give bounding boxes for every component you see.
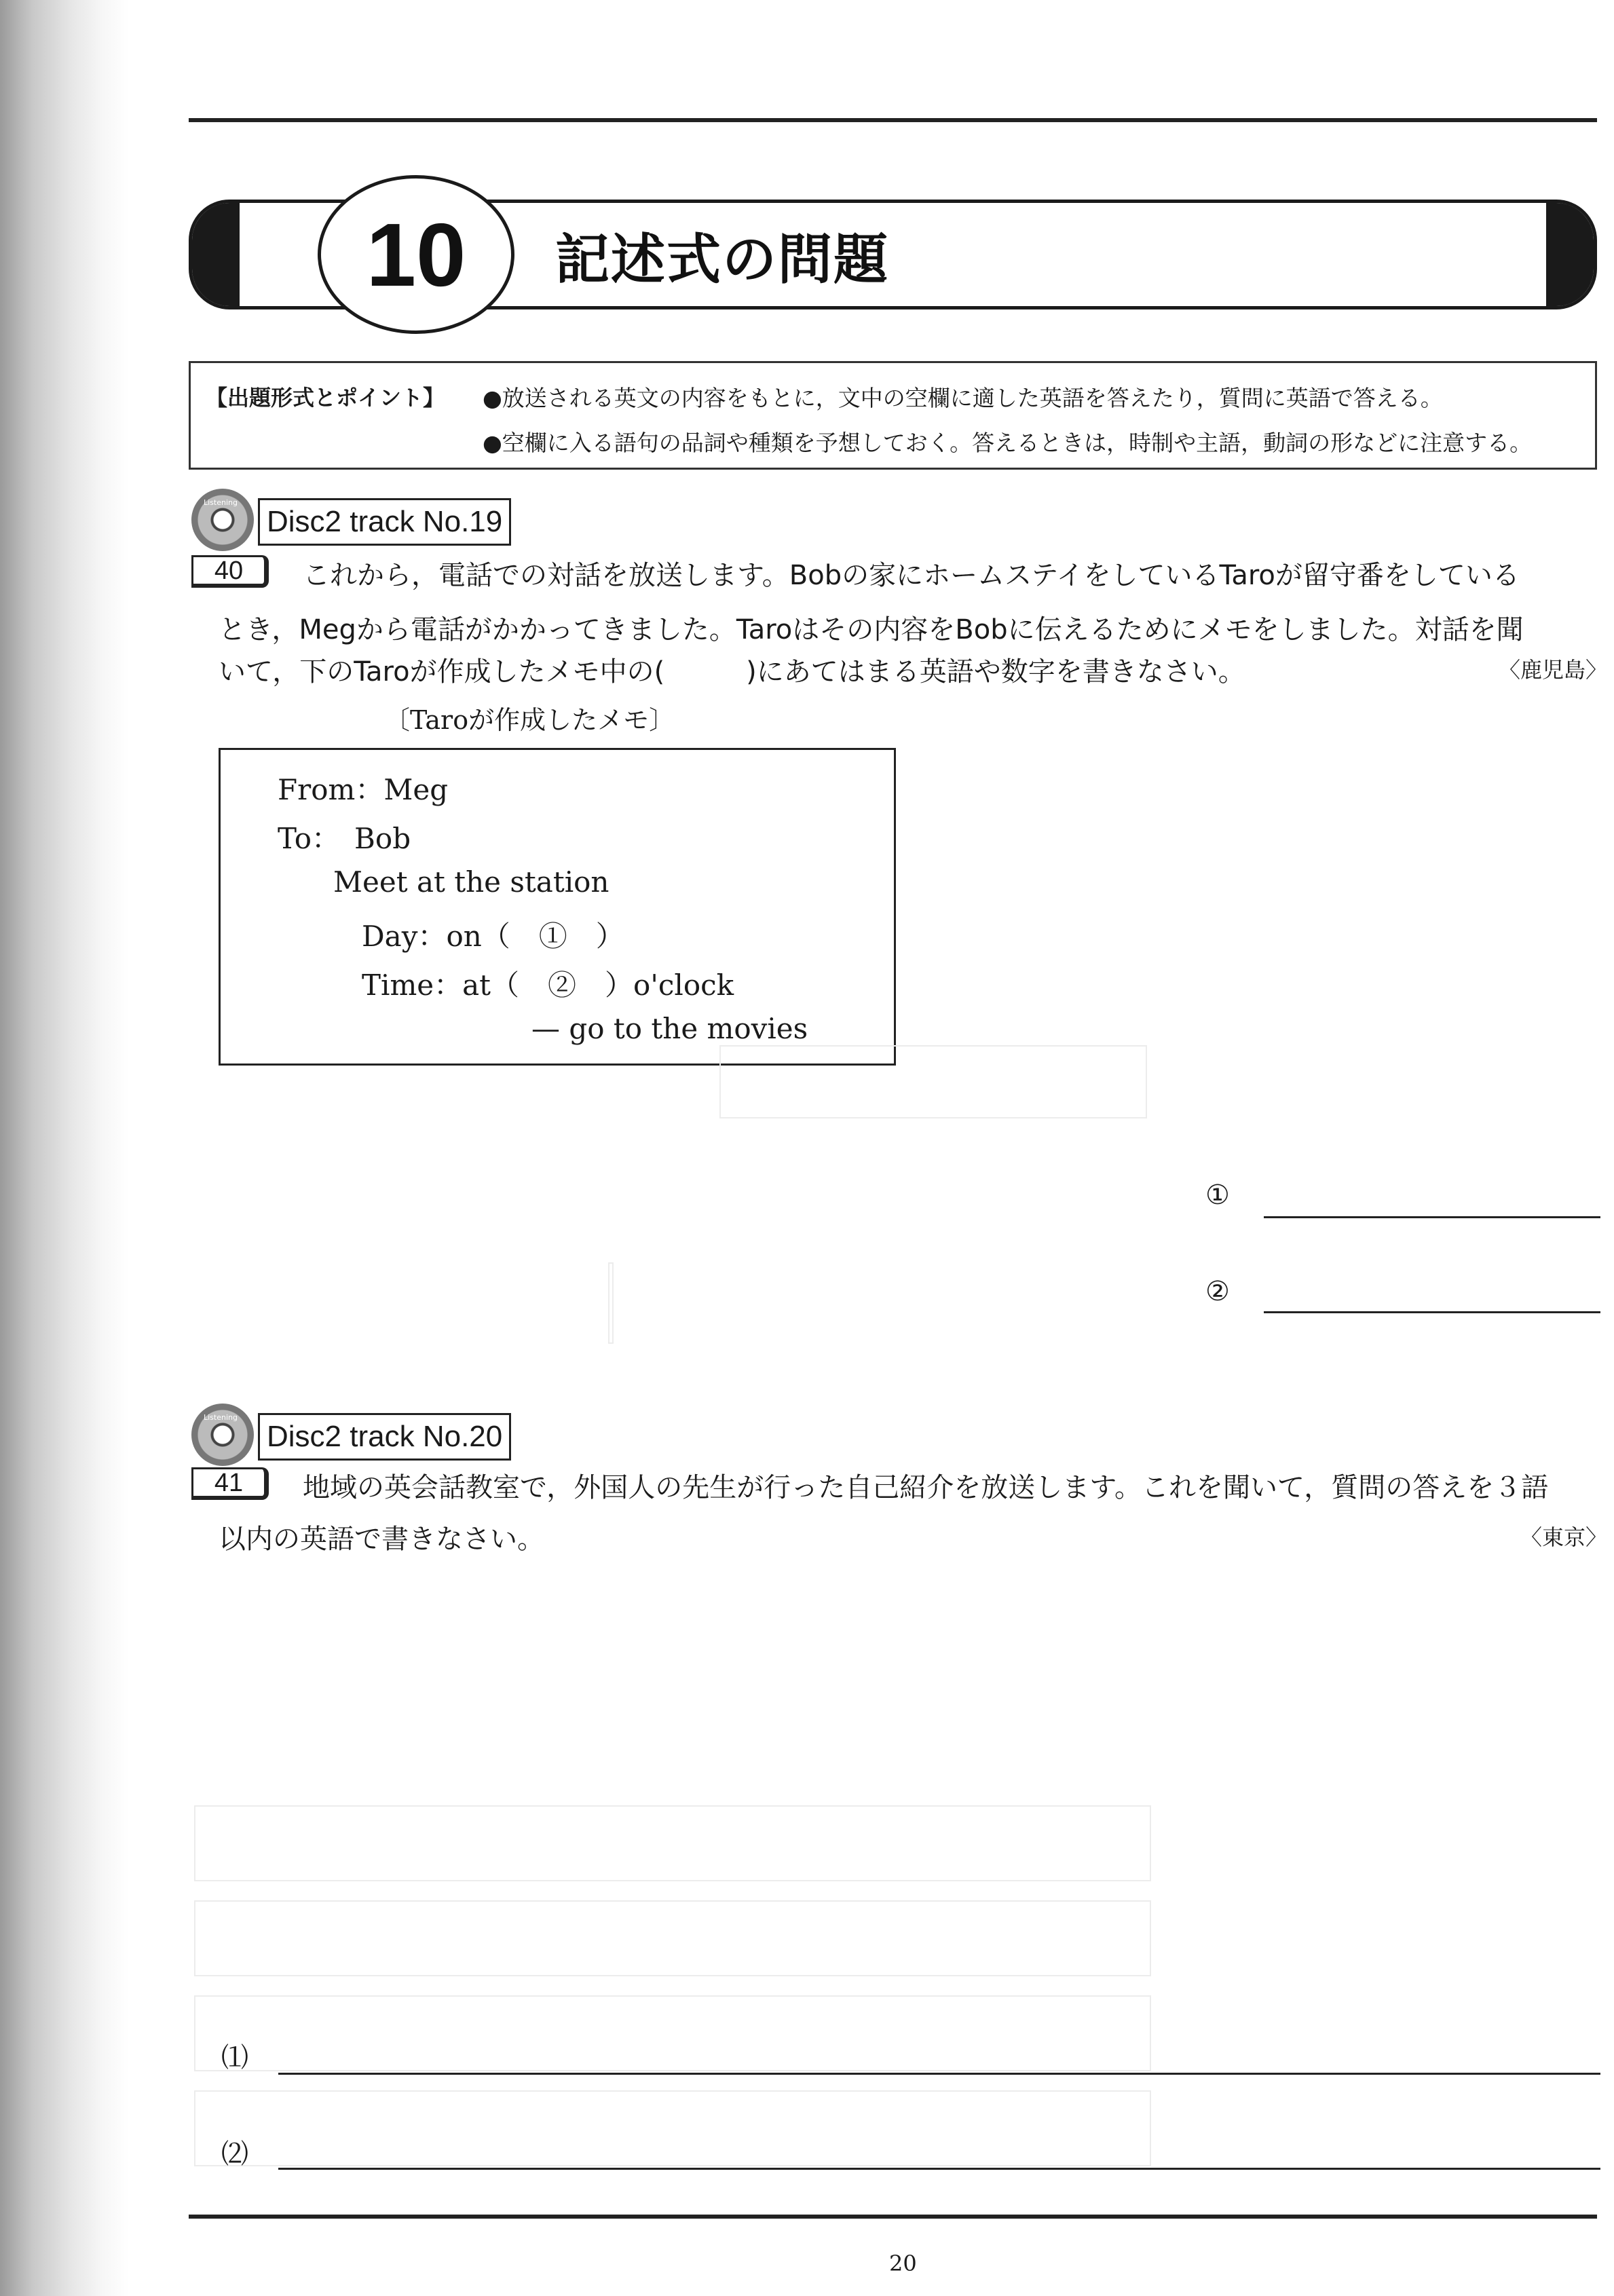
- faint-bleed-box: [194, 1805, 1151, 1881]
- question-text-line: これから，電話での対話を放送します。Bobの家にホームステイをしているTaroが留守番をしている: [303, 560, 1520, 591]
- page-spine-shadow: [0, 0, 129, 2296]
- question-number: 41: [191, 1467, 269, 1500]
- memo-meet: Meet at the station: [333, 865, 609, 899]
- answer-line[interactable]: [1264, 1311, 1600, 1313]
- question-number: 40: [191, 555, 269, 588]
- memo-caption: 〔Taroが作成したメモ〕: [384, 705, 675, 735]
- question-text-line: いて，下のTaroが作成したメモ中の( )にあてはまる英語や数字を書きなさい。: [219, 656, 1245, 688]
- cd-disc-icon: Listening: [191, 1404, 254, 1466]
- memo-box: [219, 748, 896, 1066]
- banner-right-cap: [1546, 203, 1594, 306]
- memo-time: Time：at（ ② ）o'clock: [362, 968, 734, 1002]
- memo-from: From：Meg: [278, 773, 449, 806]
- chapter-number: 10: [318, 175, 514, 334]
- answer-mark: ⑵: [221, 2139, 248, 2170]
- question-text-line: とき，Megから電話がかかってきました。Taroはその内容をBobに伝えるためにメモをしました。対話を聞: [219, 614, 1524, 645]
- banner-left-cap: [192, 203, 240, 306]
- answer-mark: ⑴: [221, 2042, 248, 2073]
- bottom-rule: [189, 2215, 1597, 2219]
- faint-bleed-box: [194, 1900, 1151, 1976]
- cd-disc-icon: Listening: [191, 489, 254, 551]
- top-rule: [189, 118, 1597, 122]
- faint-bleed-box: [194, 2090, 1151, 2166]
- points-item: ●放送される英文の内容をもとに，文中の空欄に適した英語を答えたり，質問に英語で答える。: [483, 385, 1443, 411]
- track-label: Disc2 track No.20: [258, 1413, 511, 1461]
- page-number: 20: [889, 2251, 917, 2276]
- chapter-title: 記述式の問題: [555, 228, 889, 291]
- points-item: ●空欄に入る語句の品詞や種類を予想しておく。答えるときは，時制や主語，動詞の形などに注意する。: [483, 430, 1533, 456]
- points-label: 【出題形式とポイント】: [206, 385, 445, 411]
- answer-mark: ②: [1205, 1276, 1230, 1307]
- format-points-box: [189, 361, 1597, 470]
- faint-bleed-box: [719, 1045, 1147, 1118]
- answer-mark: ①: [1205, 1180, 1230, 1211]
- question-text-line: 以内の英語で書きなさい。: [219, 1524, 544, 1555]
- memo-to: To： Bob: [278, 822, 411, 855]
- memo-day: Day：on（ ① ）: [362, 920, 624, 953]
- track-label: Disc2 track No.19: [258, 498, 511, 546]
- question-source: 〈東京〉: [1520, 1524, 1608, 1550]
- question-source: 〈鹿児島〉: [1499, 657, 1608, 683]
- faint-bleed-box: [608, 1262, 614, 1344]
- memo-movies: — go to the movies: [531, 1012, 808, 1045]
- question-text-line: 地域の英会話教室で，外国人の先生が行った自己紹介を放送します。これを聞いて，質問の答えを３語: [303, 1472, 1549, 1503]
- faint-bleed-box: [194, 1995, 1151, 2071]
- answer-line[interactable]: [278, 2168, 1600, 2170]
- answer-line[interactable]: [278, 2073, 1600, 2075]
- answer-line[interactable]: [1264, 1216, 1600, 1218]
